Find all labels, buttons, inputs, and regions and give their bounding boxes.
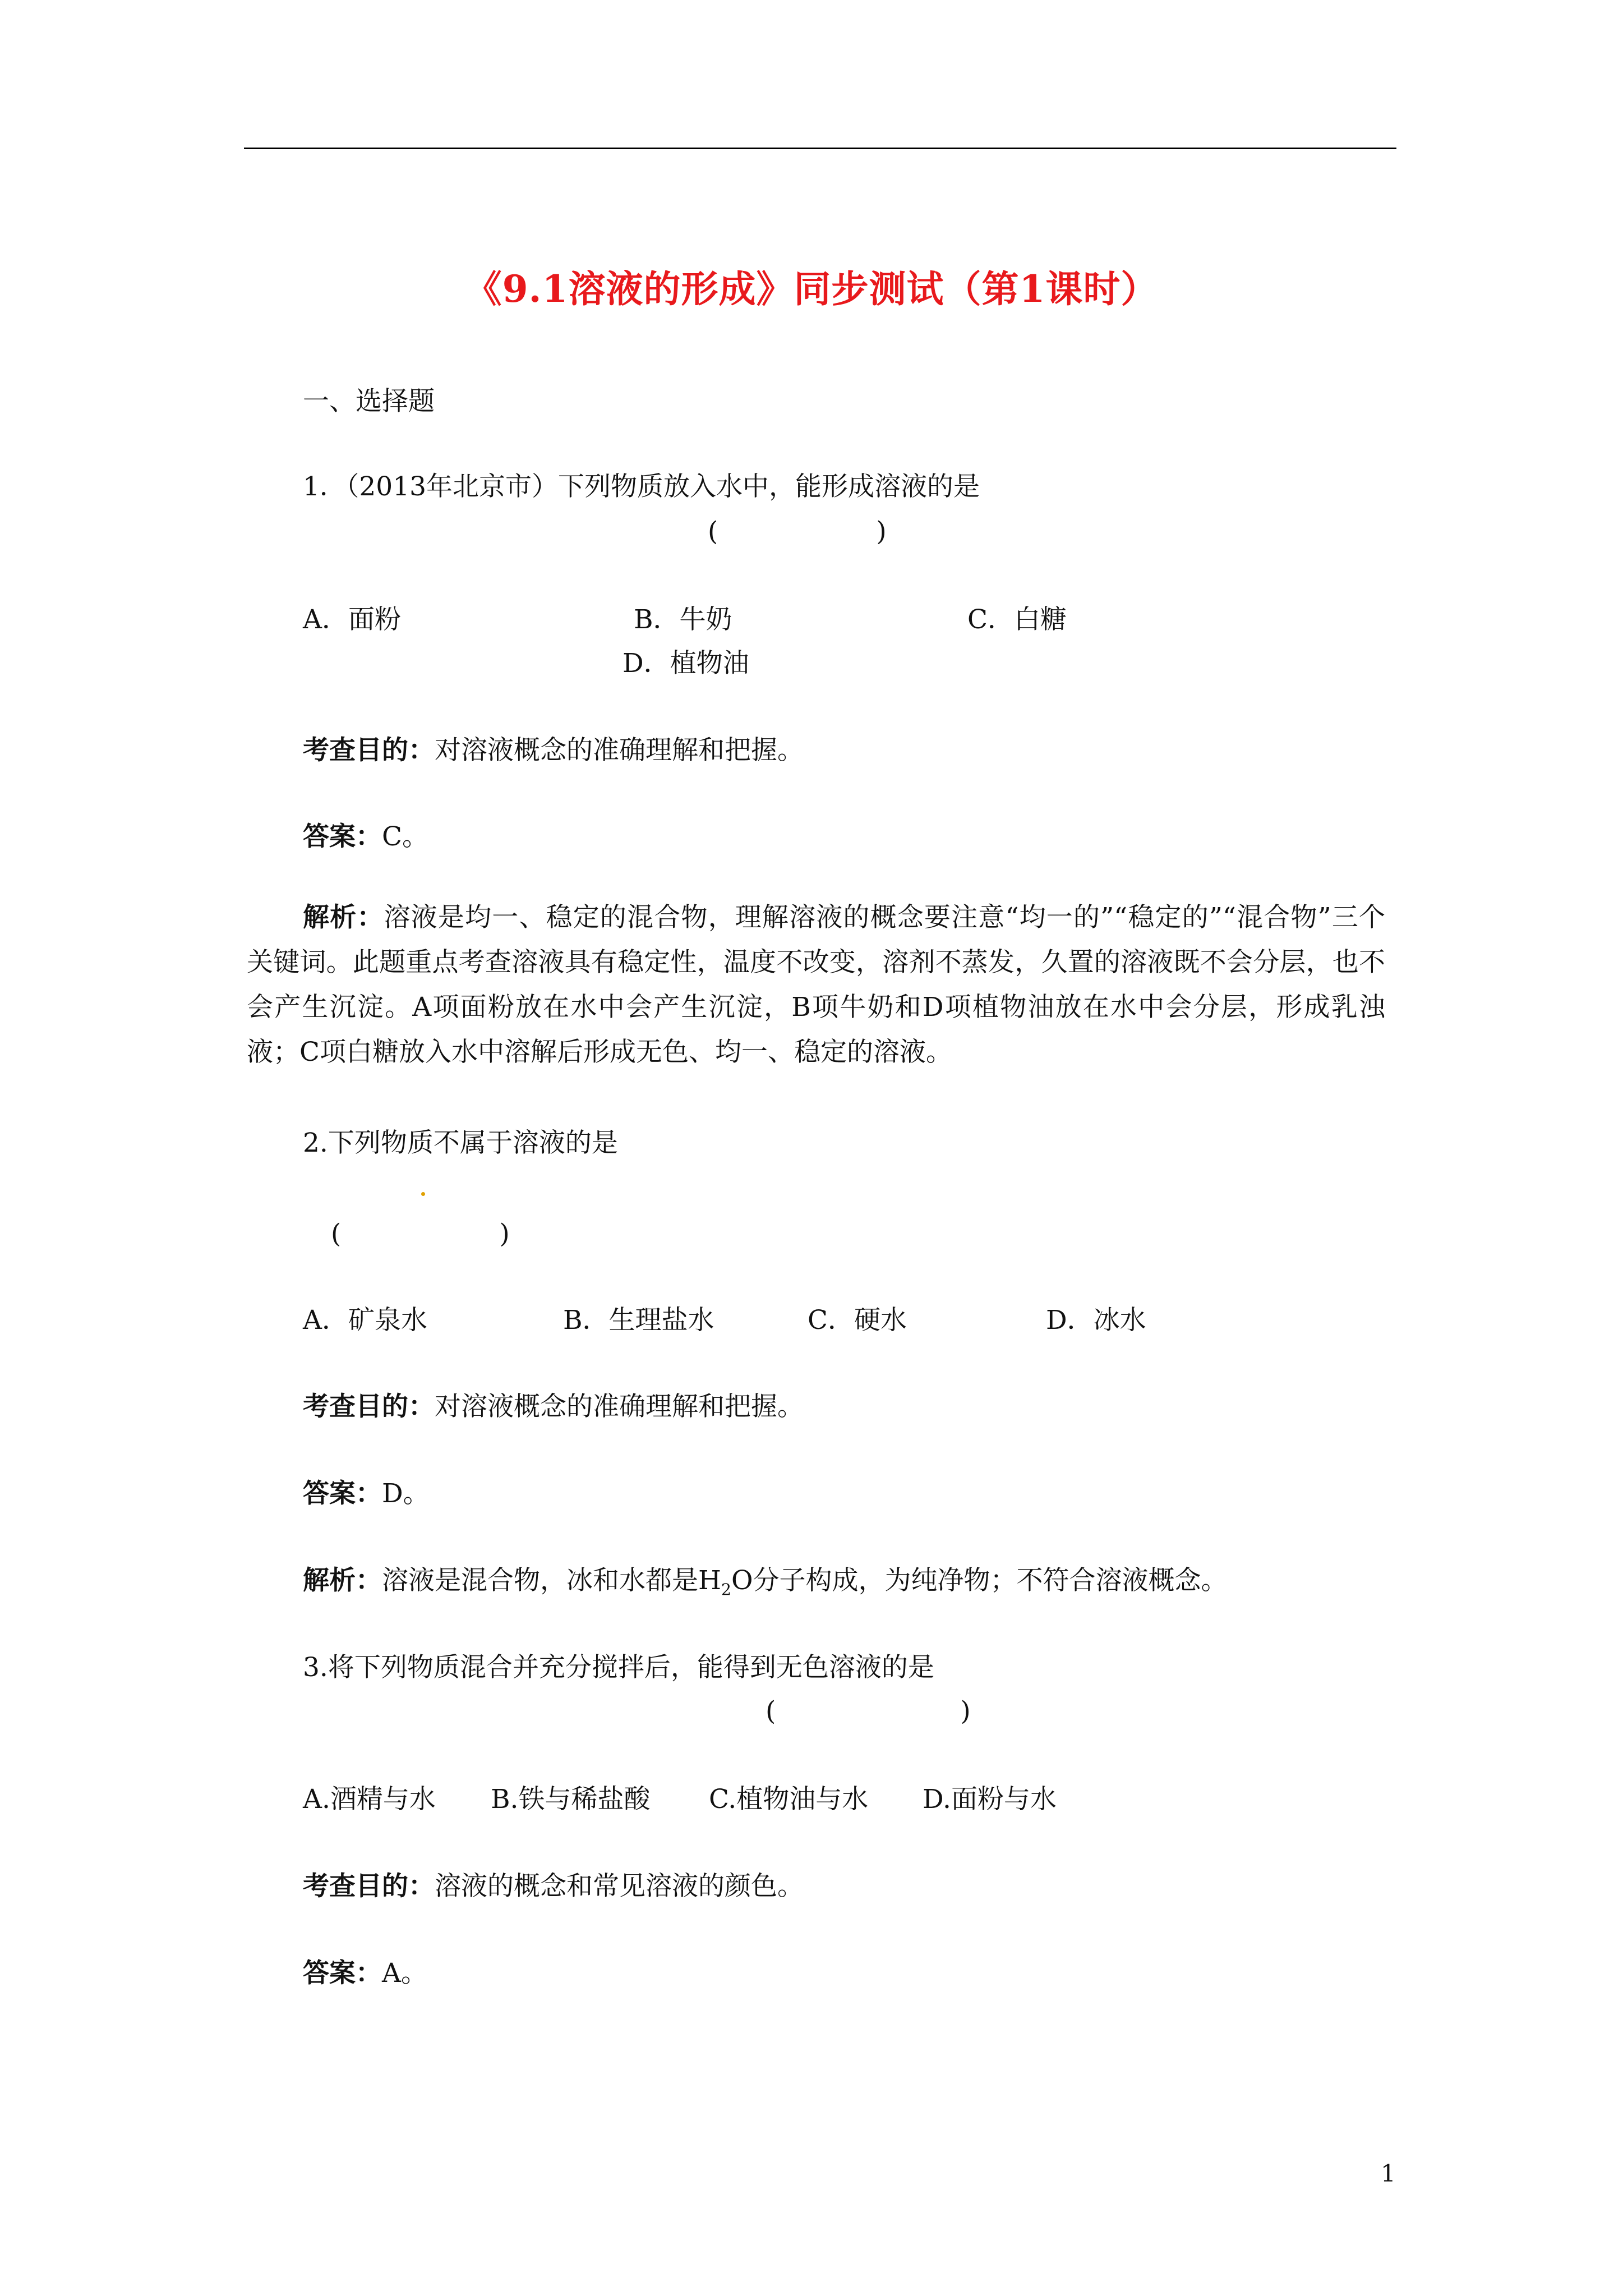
document-title: 《9.1溶液的形成》同步测试（第1课时） <box>464 267 1159 311</box>
answer-label: 答案： <box>303 1958 382 1989</box>
question-1-stem: 1．（2013年北京市）下列物质放入水中，能形成溶液的是 <box>303 471 980 502</box>
answer-text: C。 <box>382 821 428 852</box>
section-heading: 一、选择题 <box>303 386 435 417</box>
analysis-text: 溶液是混合物，冰和水都是H <box>382 1565 721 1596</box>
purpose-text: 对溶液概念的准确理解和把握。 <box>435 735 804 766</box>
answer-text: A。 <box>382 1958 427 1989</box>
question-3-answer-bracket: ( ) <box>766 1696 971 1727</box>
page-number: 1 <box>1381 2160 1396 2187</box>
purpose-label: 考查目的： <box>303 1391 435 1422</box>
question-1-answer <box>303 816 428 853</box>
question-2-answer-bracket: ( ) <box>331 1218 510 1249</box>
question-2-purpose <box>303 1386 804 1423</box>
question-2-option-d: D．冰水 <box>1046 1305 1146 1336</box>
purpose-label: 考查目的： <box>303 1871 435 1902</box>
question-1-purpose <box>303 729 804 767</box>
answer-label: 答案： <box>303 1478 382 1509</box>
question-3-option-d: D.面粉与水 <box>923 1784 1057 1815</box>
question-3-option-a: A.酒精与水 <box>303 1784 436 1815</box>
question-1-option-d: D．植物油 <box>623 648 749 679</box>
question-1-answer-bracket: ( ) <box>708 516 887 547</box>
question-2-stem: 2.下列物质不属于溶液的是 <box>303 1128 618 1158</box>
question-2-option-a: A．矿泉水 <box>303 1305 427 1336</box>
question-2-answer <box>303 1473 430 1510</box>
analysis-label: 解析： <box>303 902 384 933</box>
subscript: 2 <box>721 1580 731 1599</box>
purpose-text: 对溶液概念的准确理解和把握。 <box>435 1391 804 1422</box>
question-1-option-a: A．面粉 <box>303 604 401 635</box>
question-3-option-c: C.植物油与水 <box>709 1784 869 1815</box>
purpose-text: 溶液的概念和常见溶液的颜色。 <box>435 1871 804 1902</box>
question-2-option-c: C．硬水 <box>808 1305 907 1336</box>
question-1-option-c: C．白糖 <box>967 604 1067 635</box>
answer-text: D。 <box>382 1478 430 1509</box>
answer-label: 答案： <box>303 821 382 852</box>
purpose-label: 考查目的： <box>303 735 435 766</box>
analysis-text-cont: O分子构成，为纯净物；不符合溶液概念。 <box>731 1565 1228 1596</box>
header-rule <box>244 148 1396 149</box>
analysis-label: 解析： <box>303 1565 382 1596</box>
question-1-option-b: B．牛奶 <box>634 604 732 635</box>
question-2-analysis <box>303 1559 1227 1599</box>
question-3-purpose <box>303 1865 804 1903</box>
analysis-text: 溶液是均一、稳定的混合物，理解溶液的概念要注意“均一的”“稳定的”“混合物”三个关键词。此题重点考查溶液具有稳定性，温度不改变，溶剂不蒸发，久置的溶液既不会分层，也不会产生沉淀。A项面粉放在水中会产生沉淀，B项牛奶和D项植物油放在水中会分层，形成乳浊液；C项白糖放入水中溶解后形成无色、均一、稳定的溶液。 <box>247 902 1385 1068</box>
question-3-answer <box>303 1952 427 1990</box>
question-3-option-b: B.铁与稀盐酸 <box>491 1784 651 1815</box>
ink-speck <box>421 1192 425 1196</box>
question-3-stem: 3.将下列物质混合并充分搅拌后，能得到无色溶液的是 <box>303 1652 934 1683</box>
question-2-option-b: B．生理盐水 <box>563 1305 714 1336</box>
question-1-analysis <box>247 895 1385 1075</box>
